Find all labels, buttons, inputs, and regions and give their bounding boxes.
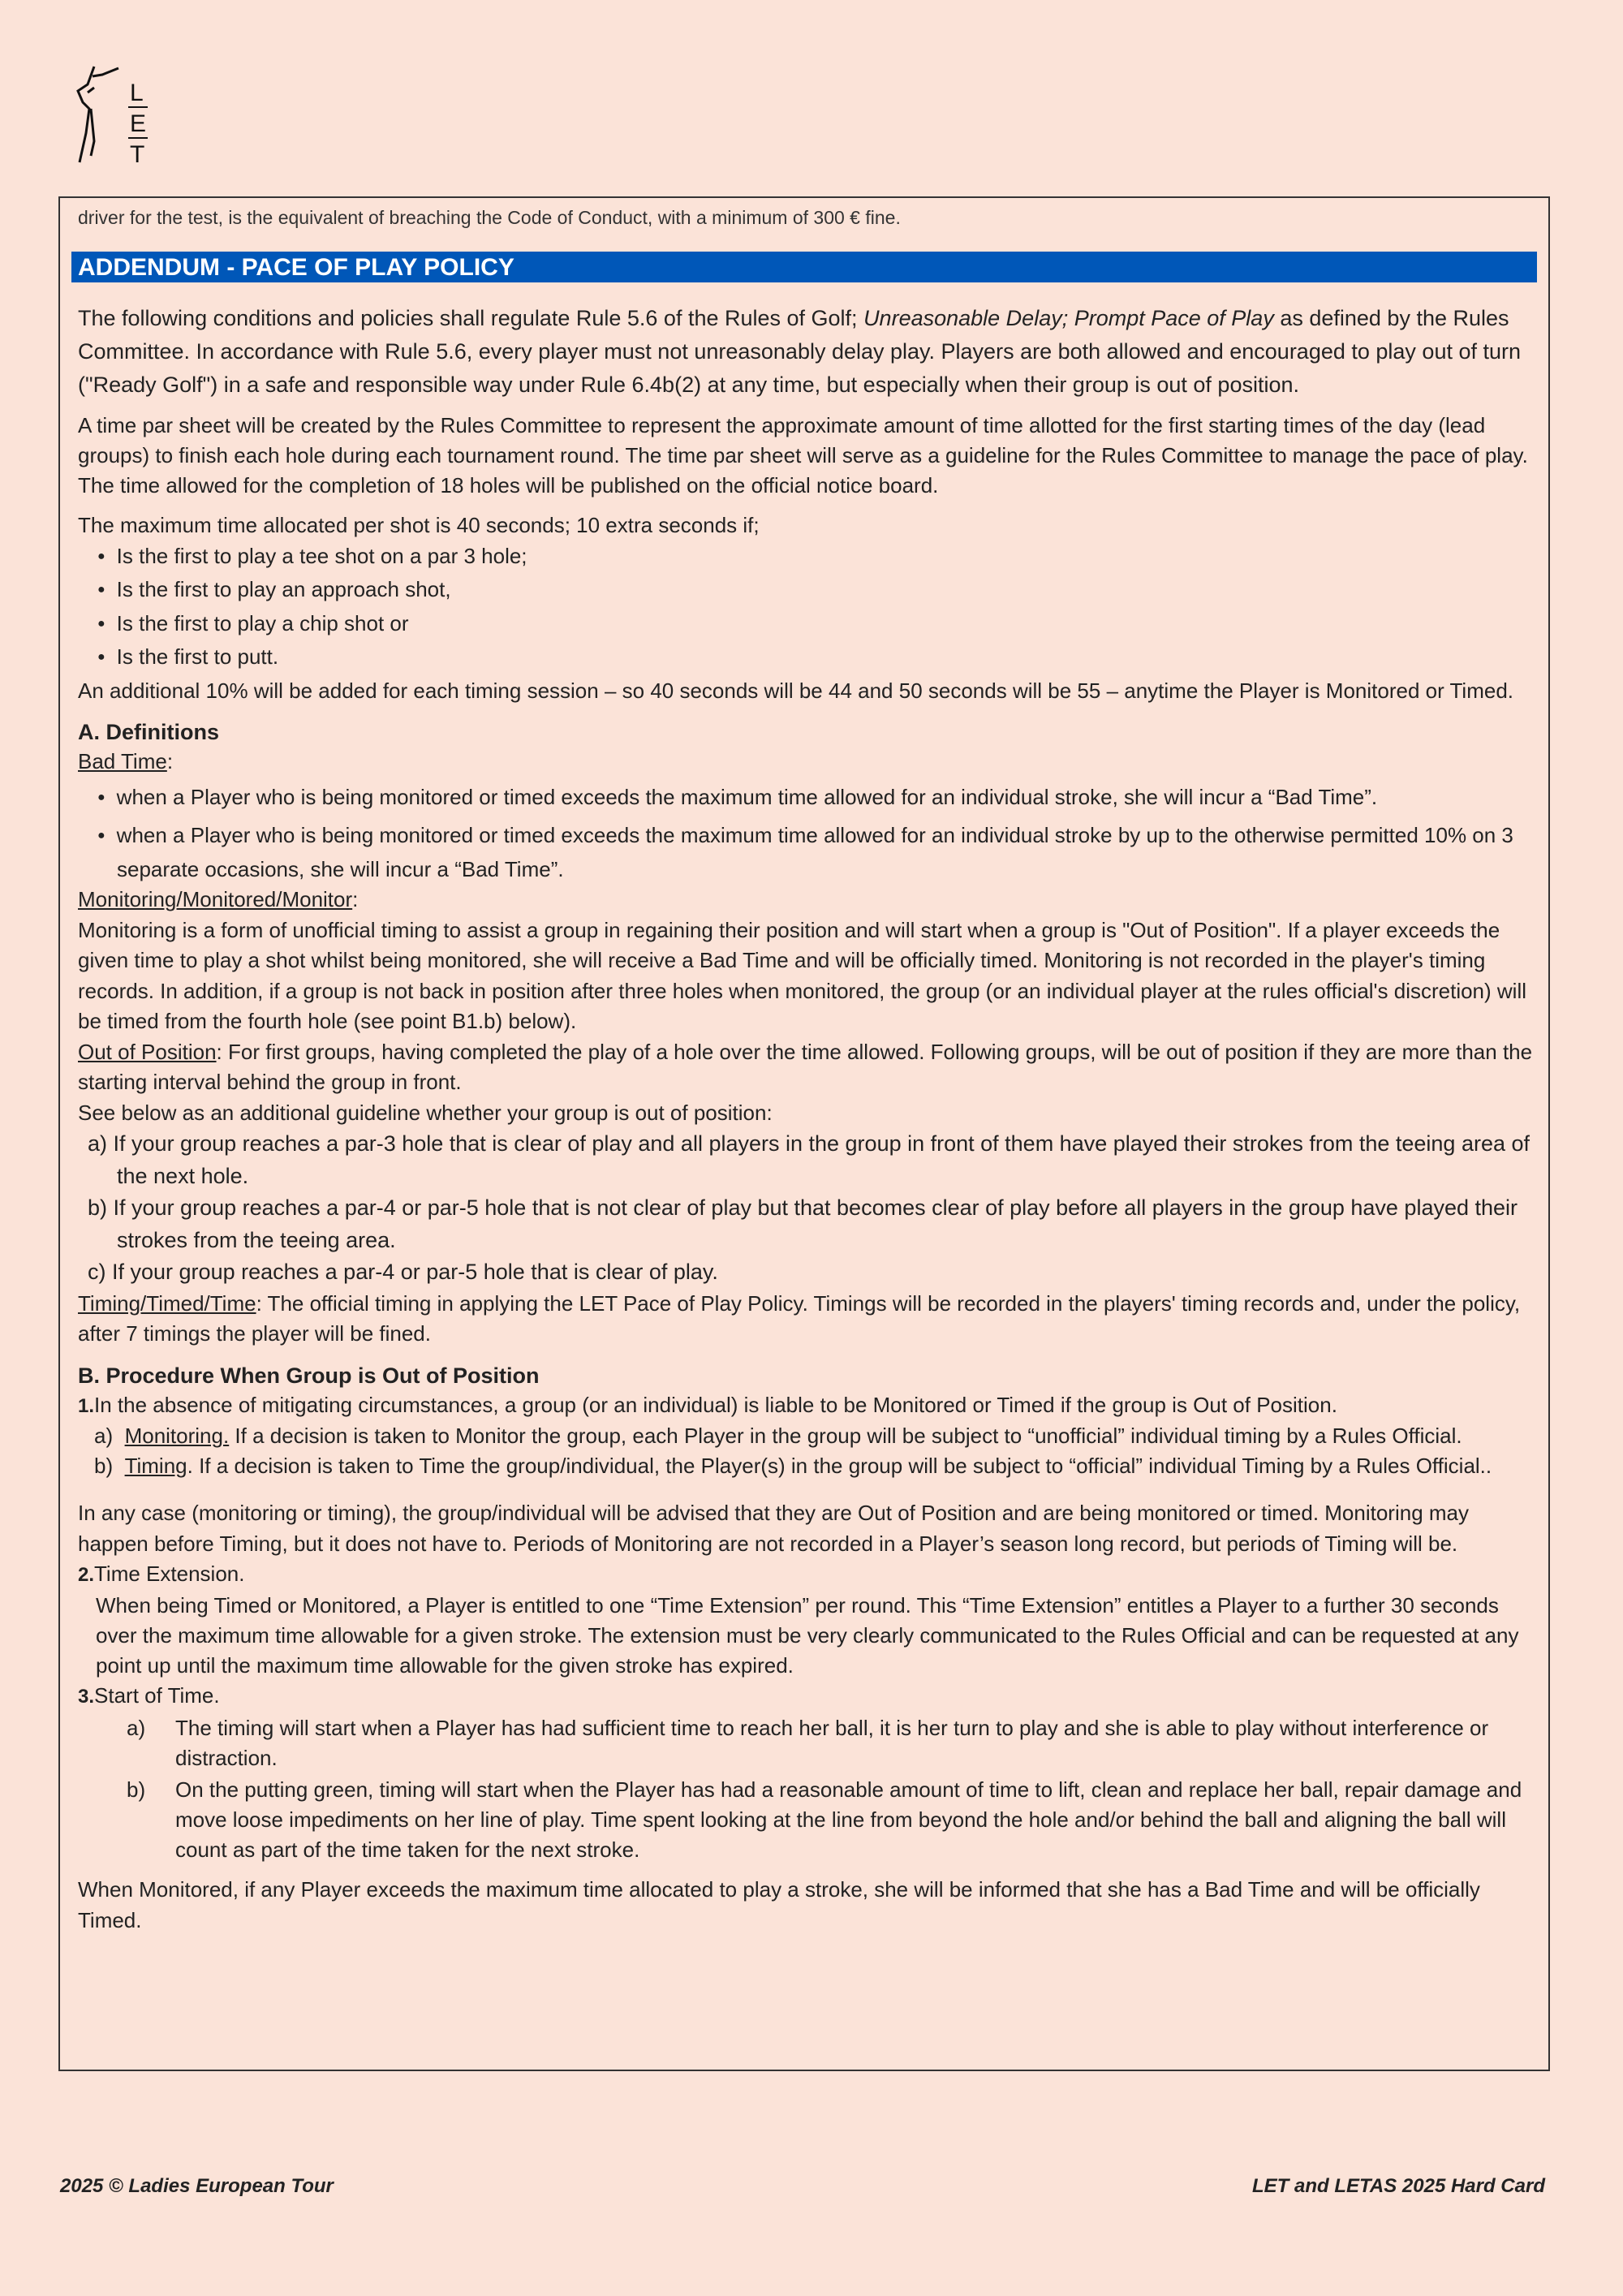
item-label: a) bbox=[127, 1716, 146, 1741]
list-item bbox=[78, 1775, 1537, 1865]
timing-definition bbox=[78, 1289, 1537, 1350]
item-label: b) bbox=[88, 1195, 108, 1221]
time-par-paragraph: A time par sheet will be created by the Rules Committee to represent the approximate amount of time allotted for the first starting times of the day (lead groups) to finish each hole during each tournament round. The time par sheet will serve as a guideline for the Rules Committee to manage the pace of play. The time allowed for the completion of 18 holes will be published on the official notice board. bbox=[78, 413, 1528, 498]
intro-italic: Unreasonable Delay; Prompt Pace of Play bbox=[863, 306, 1274, 330]
list-item: ● Is the first to play a tee shot on a par 3 hole; bbox=[97, 541, 1537, 575]
out-of-position-definition bbox=[78, 1037, 1537, 1098]
item-text: In the absence of mitigating circumstances, a group (or an individual) is liable to be Monitored or Timed if the group is Out of Position. bbox=[94, 1392, 1337, 1417]
list-item bbox=[78, 1421, 1537, 1451]
item-title: Time Extension bbox=[94, 1562, 239, 1587]
item-text: On the putting green, timing will start when the Player has had a reasonable amount of time to lift, clean and replace her ball, repair damage and move loose impediments on her line of play. Time spent looking at the line from beyond the hole and/or behind the ball and aligning the ball will count as part of the time taken for the next stroke. bbox=[175, 1777, 1522, 1863]
intro-text: as defined by the Rules Committee. In accordance with Rule 5.6, every player must not unreasonably delay play. Players are both allowed and encouraged to play out of turn ("Ready Golf") in a safe and responsible way under Rule 6.4b(2) at any time, but especially when their group is out of position. bbox=[78, 306, 1522, 397]
let-logo bbox=[70, 60, 161, 167]
timing-text: : The official timing in applying the LET Pace of Play Policy. Timings will be recorded in the players' timing records and, under the policy, after 7 timings the player will be fined. bbox=[78, 1290, 1521, 1346]
timing-term: Timing/Timed/Time bbox=[78, 1290, 256, 1316]
additional-paragraph: An additional 10% will be added for each timing session – so 40 seconds will be 44 and 50 seconds will be 55 – anytime the Player is Monitored or Timed. bbox=[78, 678, 1514, 703]
monitoring-term-line: Monitoring/Monitored/Monitor: bbox=[78, 887, 359, 912]
section-banner: ADDENDUM - PACE OF PLAY POLICY bbox=[71, 252, 1537, 282]
list-item bbox=[78, 1451, 1537, 1481]
item-text: If a decision is taken to Monitor the group, each Player in the group will be subject to “unofficial” individual timing by a Rules Official. bbox=[229, 1424, 1462, 1449]
list-item: ● Is the first to putt. bbox=[97, 642, 1537, 676]
item-label: a) bbox=[94, 1424, 114, 1449]
item-label: b) bbox=[94, 1453, 114, 1478]
item-title: Start of Time bbox=[94, 1682, 214, 1708]
list-item: ● when a Player who is being monitored or timed exceeds the maximum time allowed for an individual stroke, she will incur a “Bad Time”. bbox=[78, 782, 1537, 816]
bad-time-term-line: Bad Time: bbox=[78, 749, 174, 774]
closing-paragraph: When Monitored, if any Player exceeds the maximum time allocated to play a stroke, she will be informed that she has a Bad Time and will be officially Timed. bbox=[78, 1877, 1480, 1932]
list-item: ● when a Player who is being monitored or timed exceeds the maximum time allowed for an individual stroke by up to the otherwise permitted 10% on 3 separate occasions, she will incur a “Bad Time”. bbox=[78, 821, 1537, 885]
item-text: If your group reaches a par-4 or par-5 hole that is clear of play. bbox=[112, 1260, 718, 1285]
bad-time-term: Bad Time bbox=[78, 749, 167, 774]
item-label: c) bbox=[88, 1260, 106, 1285]
item-term: Timing bbox=[124, 1453, 187, 1478]
list-item bbox=[78, 1256, 1537, 1289]
procedure-heading: B. Procedure When Group is Out of Position bbox=[78, 1363, 540, 1388]
list-item bbox=[78, 1128, 1537, 1192]
intro-text: The following conditions and policies shall regulate Rule 5.6 of the Rules of Golf; bbox=[78, 306, 864, 330]
continued-line: driver for the test, is the equivalent of breaching the Code of Conduct, with a minimum of 300 € fine. bbox=[78, 207, 901, 228]
item-label: a) bbox=[88, 1131, 108, 1157]
procedure-item-2: 2.Time Extension. bbox=[78, 1562, 245, 1587]
extra-time-list bbox=[78, 541, 1537, 676]
item-number: 3. bbox=[78, 1685, 95, 1708]
procedure-item-3: 3.Start of Time. bbox=[78, 1682, 220, 1708]
item-number: 1. bbox=[78, 1394, 95, 1417]
list-item: ● Is the first to play an approach shot, bbox=[97, 575, 1537, 609]
monitoring-definition: Monitoring is a form of unofficial timing to assist a group in regaining their position and will start when a group is "Out of Position". If a player exceeds the given time to play a shot whilst being monitored, she will receive a Bad Time and will be officially timed. Monitoring is not recorded in the player's timing records. In addition, if a group is not back in position after three holes when monitored, the group (or an individual player at the rules official's discretion) will be timed from the fourth hole (see point B1.b) below). bbox=[78, 917, 1526, 1034]
svg-text:T: T bbox=[130, 141, 145, 167]
svg-text:L: L bbox=[130, 80, 144, 106]
content-box bbox=[58, 196, 1550, 2071]
item-label: b) bbox=[127, 1777, 146, 1803]
oop-term: Out of Position bbox=[78, 1039, 217, 1064]
any-case-paragraph: In any case (monitoring or timing), the group/individual will be advised that they are Out of Position and are being monitored or timed. Monitoring may happen before Timing, but it does not have to. Periods of Monitoring are not recorded in a Player’s season long record, but periods of Timing will be. bbox=[78, 1501, 1470, 1556]
svg-text:E: E bbox=[130, 110, 147, 137]
item-term: Monitoring. bbox=[124, 1424, 230, 1449]
monitoring-term: Monitoring/Monitored/Monitor bbox=[78, 887, 353, 912]
footer-copyright: 2025 © Ladies European Tour bbox=[60, 2175, 334, 2197]
item-number: 2. bbox=[78, 1564, 95, 1587]
list-item: ● Is the first to play a chip shot or bbox=[97, 609, 1537, 643]
intro-paragraph bbox=[78, 302, 1537, 401]
procedure-item-1 bbox=[78, 1390, 1537, 1422]
oop-text: : For first groups, having completed the play of a hole over the time allowed. Following groups, will be out of position if they are more than the starting interval behind the group in front. bbox=[78, 1039, 1533, 1095]
list-item bbox=[78, 1192, 1537, 1256]
item-text: If your group reaches a par-3 hole that is clear of play and all players in the group in front of them have played their strokes from the teeing area of the next hole. bbox=[113, 1131, 1530, 1188]
item-text: . If a decision is taken to Time the group/individual, the Player(s) in the group will be subject to “official” individual Timing by a Rules Official.. bbox=[187, 1453, 1492, 1478]
time-extension-text: When being Timed or Monitored, a Player is entitled to one “Time Extension” per round. This “Time Extension” entitles a Player to a further 30 seconds over the maximum time allowable for a given stroke. The extension must be very clearly communicated to the Rules Official and can be requested at any point up until the maximum time allowable for the given stroke has expired. bbox=[96, 1592, 1519, 1678]
item-text: The timing will start when a Player has had sufficient time to reach her ball, it is her turn to play and she is able to play without interference or distraction. bbox=[175, 1716, 1489, 1771]
max-time-paragraph: The maximum time allocated per shot is 40 seconds; 10 extra seconds if; bbox=[78, 513, 760, 538]
footer-title: LET and LETAS 2025 Hard Card bbox=[1252, 2175, 1545, 2197]
see-below: See below as an additional guideline whether your group is out of position: bbox=[78, 1100, 773, 1125]
item-text: If your group reaches a par-4 or par-5 hole that is not clear of play but that becomes clear of play before all players in the group have played their strokes from the teeing area. bbox=[113, 1195, 1518, 1252]
definitions-heading: A. Definitions bbox=[78, 720, 219, 745]
list-item bbox=[78, 1713, 1537, 1773]
